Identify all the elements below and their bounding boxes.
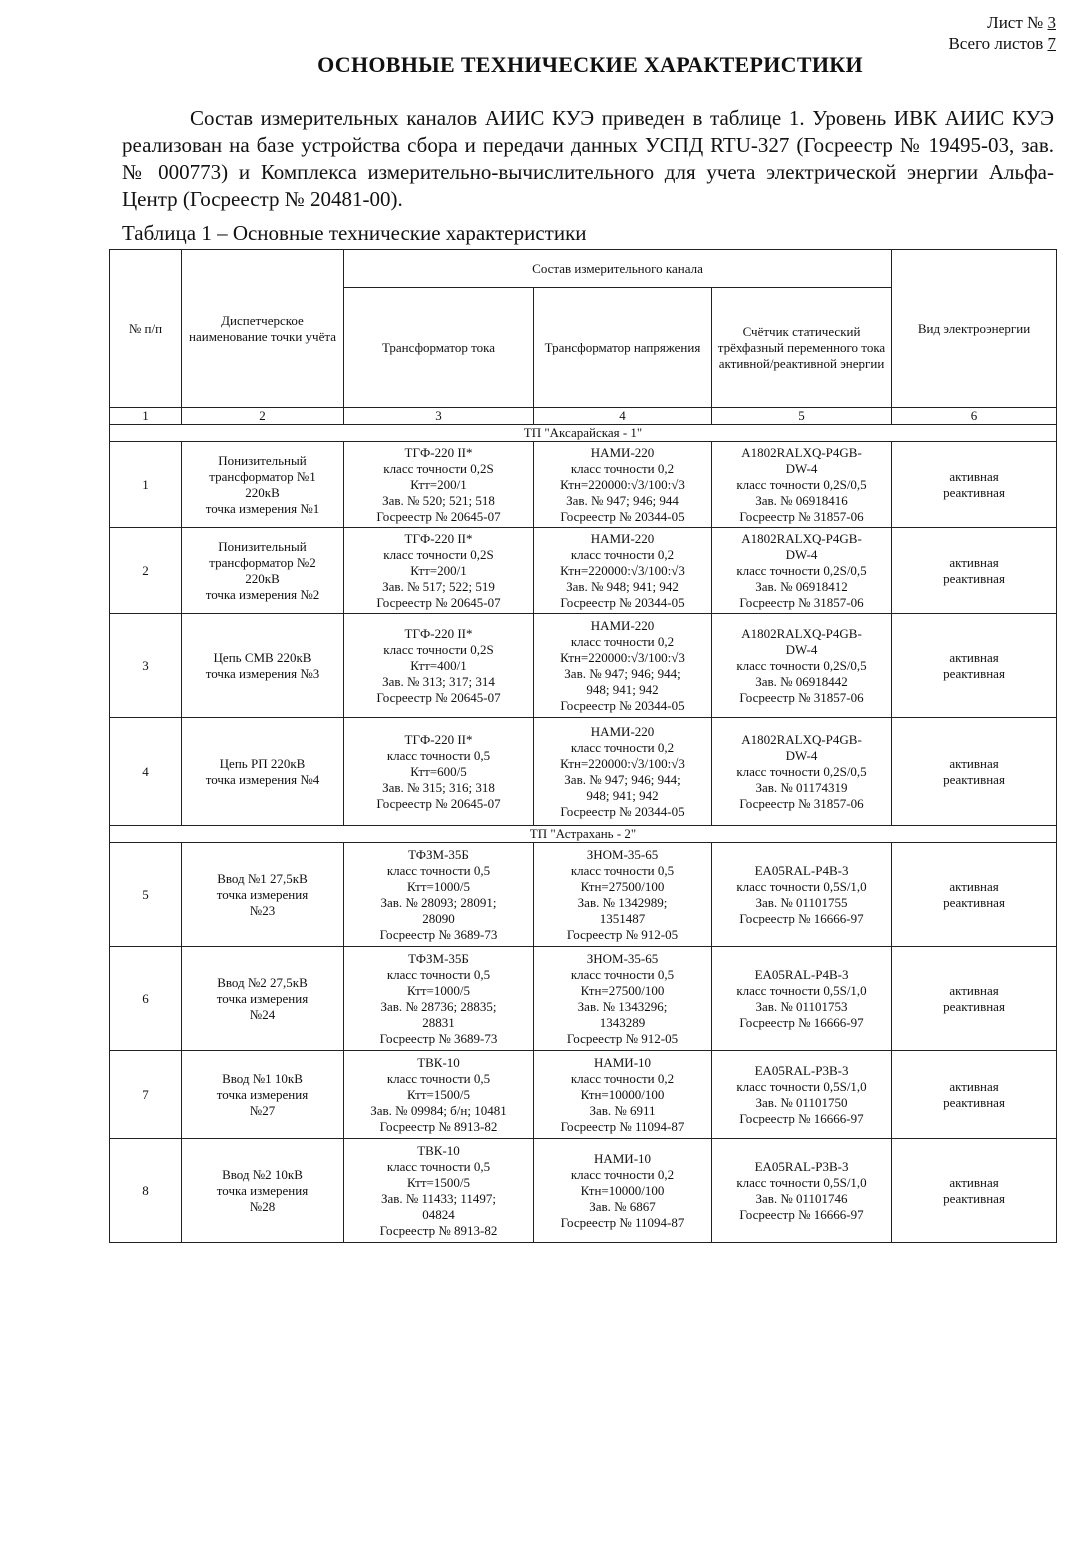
header-meter: Счётчик статический трёхфазный переменного тока активной/реактивной энергии [712,288,892,408]
cell-line: ТГФ-220 II* [404,444,473,460]
cell-line: точка измерения [216,990,309,1006]
cell-line: активная [949,1078,999,1094]
cell-line: трансформатор №1 [209,468,316,484]
cell-line: трансформатор №2 [209,554,316,570]
sheet-number: 3 [1047,13,1056,32]
cell-line: Ввод №1 27,5кВ [217,870,308,886]
section-title: ТП "Аксарайская - 1" [110,425,1057,442]
cell-line: Госреестр № 20344-05 [560,697,685,713]
header-vt: Трансформатор напряжения [534,288,712,408]
cell-line: ЕА05RAL-P3B-3 [754,1062,849,1078]
cell-line: класс точности 0,2S/0,5 [736,562,867,578]
cell-line: точка измерения №2 [205,586,320,602]
cell-line: класс точности 0,5 [570,862,675,878]
cell-line: активная [949,649,999,665]
cell-line: точка измерения [216,886,309,902]
col-number: 5 [712,408,892,425]
header-num: № п/п [110,250,182,408]
cell-meter [712,1139,892,1243]
intro-paragraph [122,105,1054,213]
cell-line: A1802RALXQ-P4GB- [741,444,862,460]
cell-line: НАМИ-10 [593,1054,652,1070]
cell-vt [534,947,712,1051]
cell-ct [344,1051,534,1139]
cell-line: Зав. № 11433; 11497; [380,1190,497,1206]
cell-line: класс точности 0,2S [383,460,494,476]
cell-line: Ктт=1000/5 [407,982,470,998]
cell-ct [344,718,534,826]
cell-line: 1351487 [599,910,646,926]
cell-line: Ввод №2 27,5кВ [217,974,308,990]
cell-line: класс точности 0,2S/0,5 [736,657,867,673]
cell-line: Ктн=220000:√3/100:√3 [560,562,685,578]
cell-line: ЕА05RAL-P3B-3 [754,1158,849,1174]
cell-line: Госреестр № 16666-97 [739,1206,864,1222]
cell-line: Ввод №1 10кВ [222,1070,303,1086]
sheet-total: 7 [1047,34,1056,53]
cell-kind [892,614,1057,718]
col-number: 1 [110,408,182,425]
cell-name [182,442,344,528]
cell-line: Зав. № 947; 946; 944 [566,492,679,508]
header-name: Диспетчерское наименование точки учёта [182,250,344,408]
header-kind: Вид электроэнергии [892,250,1057,408]
cell-meter [712,947,892,1051]
cell-line: Госреестр № 3689-73 [379,926,498,942]
cell-line: Госреестр № 11094-87 [560,1118,685,1134]
cell-line: реактивная [943,1190,1005,1206]
cell-line: реактивная [943,998,1005,1014]
header-ct: Трансформатор тока [344,288,534,408]
page-title: ОСНОВНЫЕ ТЕХНИЧЕСКИЕ ХАРАКТЕРИСТИКИ [317,52,863,77]
cell-line: ТГФ-220 II* [404,530,473,546]
cell-num: 7 [110,1051,182,1139]
cell-line: 948; 941; 942 [586,681,659,697]
header-group: Состав измерительного канала [344,250,892,288]
cell-vt [534,843,712,947]
cell-line: НАМИ-220 [590,723,655,739]
cell-line: Зав. № 947; 946; 944; [564,771,681,787]
cell-line: A1802RALXQ-P4GB- [741,625,862,641]
cell-line: №23 [249,902,276,918]
cell-ct [344,614,534,718]
cell-line: Госреестр № 20645-07 [376,594,501,610]
cell-line: Госреестр № 3689-73 [379,1030,498,1046]
cell-line: Понизительный [218,538,307,554]
cell-line: точка измерения №3 [205,665,320,681]
cell-line: Госреестр № 11094-87 [560,1214,685,1230]
cell-line: ЕА05RAL-P4B-3 [754,966,849,982]
cell-num: 6 [110,947,182,1051]
cell-line: Ктт=1000/5 [407,878,470,894]
cell-line: Ктн=220000:√3/100:√3 [560,649,685,665]
cell-line: Ктт=1500/5 [407,1086,470,1102]
cell-line: класс точности 0,2 [570,546,675,562]
cell-line: Понизительный [218,452,307,468]
cell-line: Цепь СМВ 220кВ [213,649,312,665]
cell-line: Зав. № 01101746 [755,1190,848,1206]
cell-line: активная [949,468,999,484]
cell-line: Госреестр № 20645-07 [376,508,501,524]
cell-line: класс точности 0,2 [570,460,675,476]
cell-line: DW-4 [785,546,818,562]
cell-line: класс точности 0,5S/1,0 [736,1174,867,1190]
cell-line: №27 [249,1102,276,1118]
cell-line: Зав. № 6867 [589,1198,656,1214]
cell-name [182,843,344,947]
cell-line: Ктн=27500/100 [580,878,665,894]
cell-line: класс точности 0,5 [570,966,675,982]
cell-kind [892,1139,1057,1243]
cell-line: ТГФ-220 II* [404,625,473,641]
cell-line: Ктн=10000/100 [580,1182,665,1198]
cell-line: DW-4 [785,641,818,657]
cell-line: класс точности 0,5 [386,747,491,763]
cell-line: класс точности 0,2S/0,5 [736,763,867,779]
cell-line: Госреестр № 8913-82 [379,1118,498,1134]
cell-line: активная [949,1174,999,1190]
cell-line: реактивная [943,894,1005,910]
cell-line: Зав. № 313; 317; 314 [382,673,495,689]
cell-line: Ктн=10000/100 [580,1086,665,1102]
cell-ct [344,947,534,1051]
cell-kind [892,1051,1057,1139]
cell-line: ЕА05RAL-P4B-3 [754,862,849,878]
table-row [110,718,1057,826]
section-title: ТП "Астрахань - 2" [110,826,1057,843]
cell-line: реактивная [943,665,1005,681]
cell-line: Госреестр № 31857-06 [739,689,864,705]
cell-line: 220кВ [245,484,280,500]
cell-num: 3 [110,614,182,718]
cell-line: Ктт=200/1 [410,476,467,492]
cell-ct [344,528,534,614]
cell-line: Цепь РП 220кВ [219,755,306,771]
cell-line: A1802RALXQ-P4GB- [741,731,862,747]
cell-line: 1343289 [599,1014,646,1030]
cell-line: Зав. № 6911 [589,1102,656,1118]
table-row [110,843,1057,947]
cell-line: Госреестр № 31857-06 [739,795,864,811]
cell-line: класс точности 0,5S/1,0 [736,1078,867,1094]
cell-line: Ктн=220000:√3/100:√3 [560,476,685,492]
cell-kind [892,718,1057,826]
cell-line: Госреестр № 8913-82 [379,1222,498,1238]
cell-line: Зав. № 01101753 [755,998,848,1014]
cell-line: Зав. № 01174319 [755,779,848,795]
cell-line: DW-4 [785,460,818,476]
cell-vt [534,1139,712,1243]
cell-name [182,1051,344,1139]
cell-line: Зав. № 1342989; [577,894,668,910]
table-row [110,1051,1057,1139]
cell-line: Зав. № 1343296; [577,998,668,1014]
cell-line: №28 [249,1198,276,1214]
cell-line: реактивная [943,771,1005,787]
intro-text: Состав измерительных каналов АИИС КУЭ приведен в таблице 1. Уровень ИВК АИИС КУЭ реализован на базе устройства сбора и передачи данных УСПД RTU-327 (Госреестр № 19495-03, зав. № 000773) и Комплекса измерительно-вычислительного для учета электрической энергии Альфа-Центр (Госреестр № 20481-00). [122,106,1054,211]
cell-line: активная [949,878,999,894]
cell-num: 5 [110,843,182,947]
cell-line: ТФЗМ-35Б [408,846,469,862]
table-row [110,614,1057,718]
cell-line: класс точности 0,2 [570,739,675,755]
cell-line: Зав. № 28736; 28835; [380,998,497,1014]
cell-ct [344,442,534,528]
cell-line: активная [949,755,999,771]
cell-name [182,1139,344,1243]
cell-line: класс точности 0,5 [386,1070,491,1086]
cell-line: НАМИ-220 [590,444,655,460]
cell-line: класс точности 0,2 [570,633,675,649]
table-row [110,442,1057,528]
cell-line: класс точности 0,2 [570,1070,675,1086]
cell-kind [892,947,1057,1051]
cell-line: 28090 [422,910,455,926]
cell-kind [892,843,1057,947]
cell-line: реактивная [943,484,1005,500]
cell-ct [344,843,534,947]
cell-num: 2 [110,528,182,614]
cell-vt [534,442,712,528]
cell-kind [892,528,1057,614]
cell-line: реактивная [943,1094,1005,1110]
cell-line: реактивная [943,570,1005,586]
cell-num: 4 [110,718,182,826]
col-number: 2 [182,408,344,425]
cell-vt [534,528,712,614]
cell-line: Госреестр № 20645-07 [376,795,501,811]
cell-line: Госреестр № 16666-97 [739,910,864,926]
cell-num: 8 [110,1139,182,1243]
cell-line: ТВК-10 [417,1054,460,1070]
characteristics-table [109,249,1057,1243]
cell-line: НАМИ-10 [593,1150,652,1166]
cell-line: Госреестр № 912-05 [566,926,679,942]
cell-line: класс точности 0,2 [570,1166,675,1182]
cell-num: 1 [110,442,182,528]
cell-line: класс точности 0,2S/0,5 [736,476,867,492]
cell-line: Зав. № 06918412 [755,578,848,594]
cell-line: Госреестр № 20344-05 [560,803,685,819]
cell-line: активная [949,982,999,998]
col-number: 3 [344,408,534,425]
cell-line: Зав. № 315; 316; 318 [382,779,495,795]
cell-line: Зав. № 28093; 28091; [380,894,497,910]
cell-line: класс точности 0,5 [386,862,491,878]
cell-line: Зав. № 520; 521; 518 [382,492,495,508]
cell-line: класс точности 0,2S [383,641,494,657]
cell-vt [534,614,712,718]
cell-kind [892,442,1057,528]
cell-line: точка измерения №4 [205,771,320,787]
cell-line: Зав. № 06918442 [755,673,848,689]
cell-line: точка измерения №1 [205,500,320,516]
cell-line: активная [949,554,999,570]
table-row [110,947,1057,1051]
cell-line: Ктт=200/1 [410,562,467,578]
cell-line: Зав. № 09984; б/н; 10481 [370,1102,507,1118]
table-caption: Таблица 1 – Основные технические характеристики [122,221,587,245]
cell-meter [712,442,892,528]
table-row [110,528,1057,614]
cell-line: ТГФ-220 II* [404,731,473,747]
cell-line: 220кВ [245,570,280,586]
cell-line: точка измерения [216,1182,309,1198]
cell-ct [344,1139,534,1243]
cell-line: Госреестр № 20645-07 [376,689,501,705]
cell-line: ТВК-10 [417,1142,460,1158]
cell-name [182,718,344,826]
cell-line: Госреестр № 31857-06 [739,594,864,610]
cell-line: Зав. № 01101750 [755,1094,848,1110]
col-number: 4 [534,408,712,425]
cell-line: Госреестр № 20344-05 [560,508,685,524]
cell-line: класс точности 0,5S/1,0 [736,982,867,998]
sheet-info [948,12,1056,54]
cell-line: Госреестр № 31857-06 [739,508,864,524]
cell-line: DW-4 [785,747,818,763]
cell-line: 948; 941; 942 [586,787,659,803]
cell-line: Зав. № 948; 941; 942 [566,578,679,594]
cell-line: Ктн=220000:√3/100:√3 [560,755,685,771]
cell-line: НАМИ-220 [590,530,655,546]
cell-line: Госреестр № 16666-97 [739,1110,864,1126]
sheet-number-line: Лист № 3 [987,13,1056,32]
cell-meter [712,843,892,947]
cell-meter [712,1051,892,1139]
table-row [110,1139,1057,1243]
cell-line: ТФЗМ-35Б [408,950,469,966]
cell-meter [712,614,892,718]
sheet-total-line: Всего листов 7 [948,34,1056,53]
cell-line: A1802RALXQ-P4GB- [741,530,862,546]
table-body [110,425,1057,1243]
col-number: 6 [892,408,1057,425]
cell-line: НАМИ-220 [590,617,655,633]
cell-line: 28831 [422,1014,455,1030]
cell-line: Госреестр № 912-05 [566,1030,679,1046]
cell-line: класс точности 0,5 [386,966,491,982]
cell-name [182,614,344,718]
cell-line: Ктт=600/5 [410,763,467,779]
cell-line: Зав. № 517; 522; 519 [382,578,495,594]
cell-line: Зав. № 947; 946; 944; [564,665,681,681]
cell-line: Зав. № 01101755 [755,894,848,910]
cell-line: класс точности 0,5 [386,1158,491,1174]
cell-line: Ктн=27500/100 [580,982,665,998]
cell-line: Зав. № 06918416 [755,492,848,508]
cell-vt [534,718,712,826]
cell-vt [534,1051,712,1139]
cell-name [182,947,344,1051]
cell-line: Ктт=1500/5 [407,1174,470,1190]
cell-line: класс точности 0,5S/1,0 [736,878,867,894]
cell-line: №24 [249,1006,276,1022]
cell-line: ЗНОМ-35-65 [586,846,659,862]
cell-line: Ввод №2 10кВ [222,1166,303,1182]
cell-line: класс точности 0,2S [383,546,494,562]
cell-line: 04824 [422,1206,455,1222]
cell-line: Ктт=400/1 [410,657,467,673]
cell-name [182,528,344,614]
cell-meter [712,528,892,614]
cell-line: Госреестр № 20344-05 [560,594,685,610]
cell-meter [712,718,892,826]
cell-line: точка измерения [216,1086,309,1102]
cell-line: Госреестр № 16666-97 [739,1014,864,1030]
cell-line: ЗНОМ-35-65 [586,950,659,966]
